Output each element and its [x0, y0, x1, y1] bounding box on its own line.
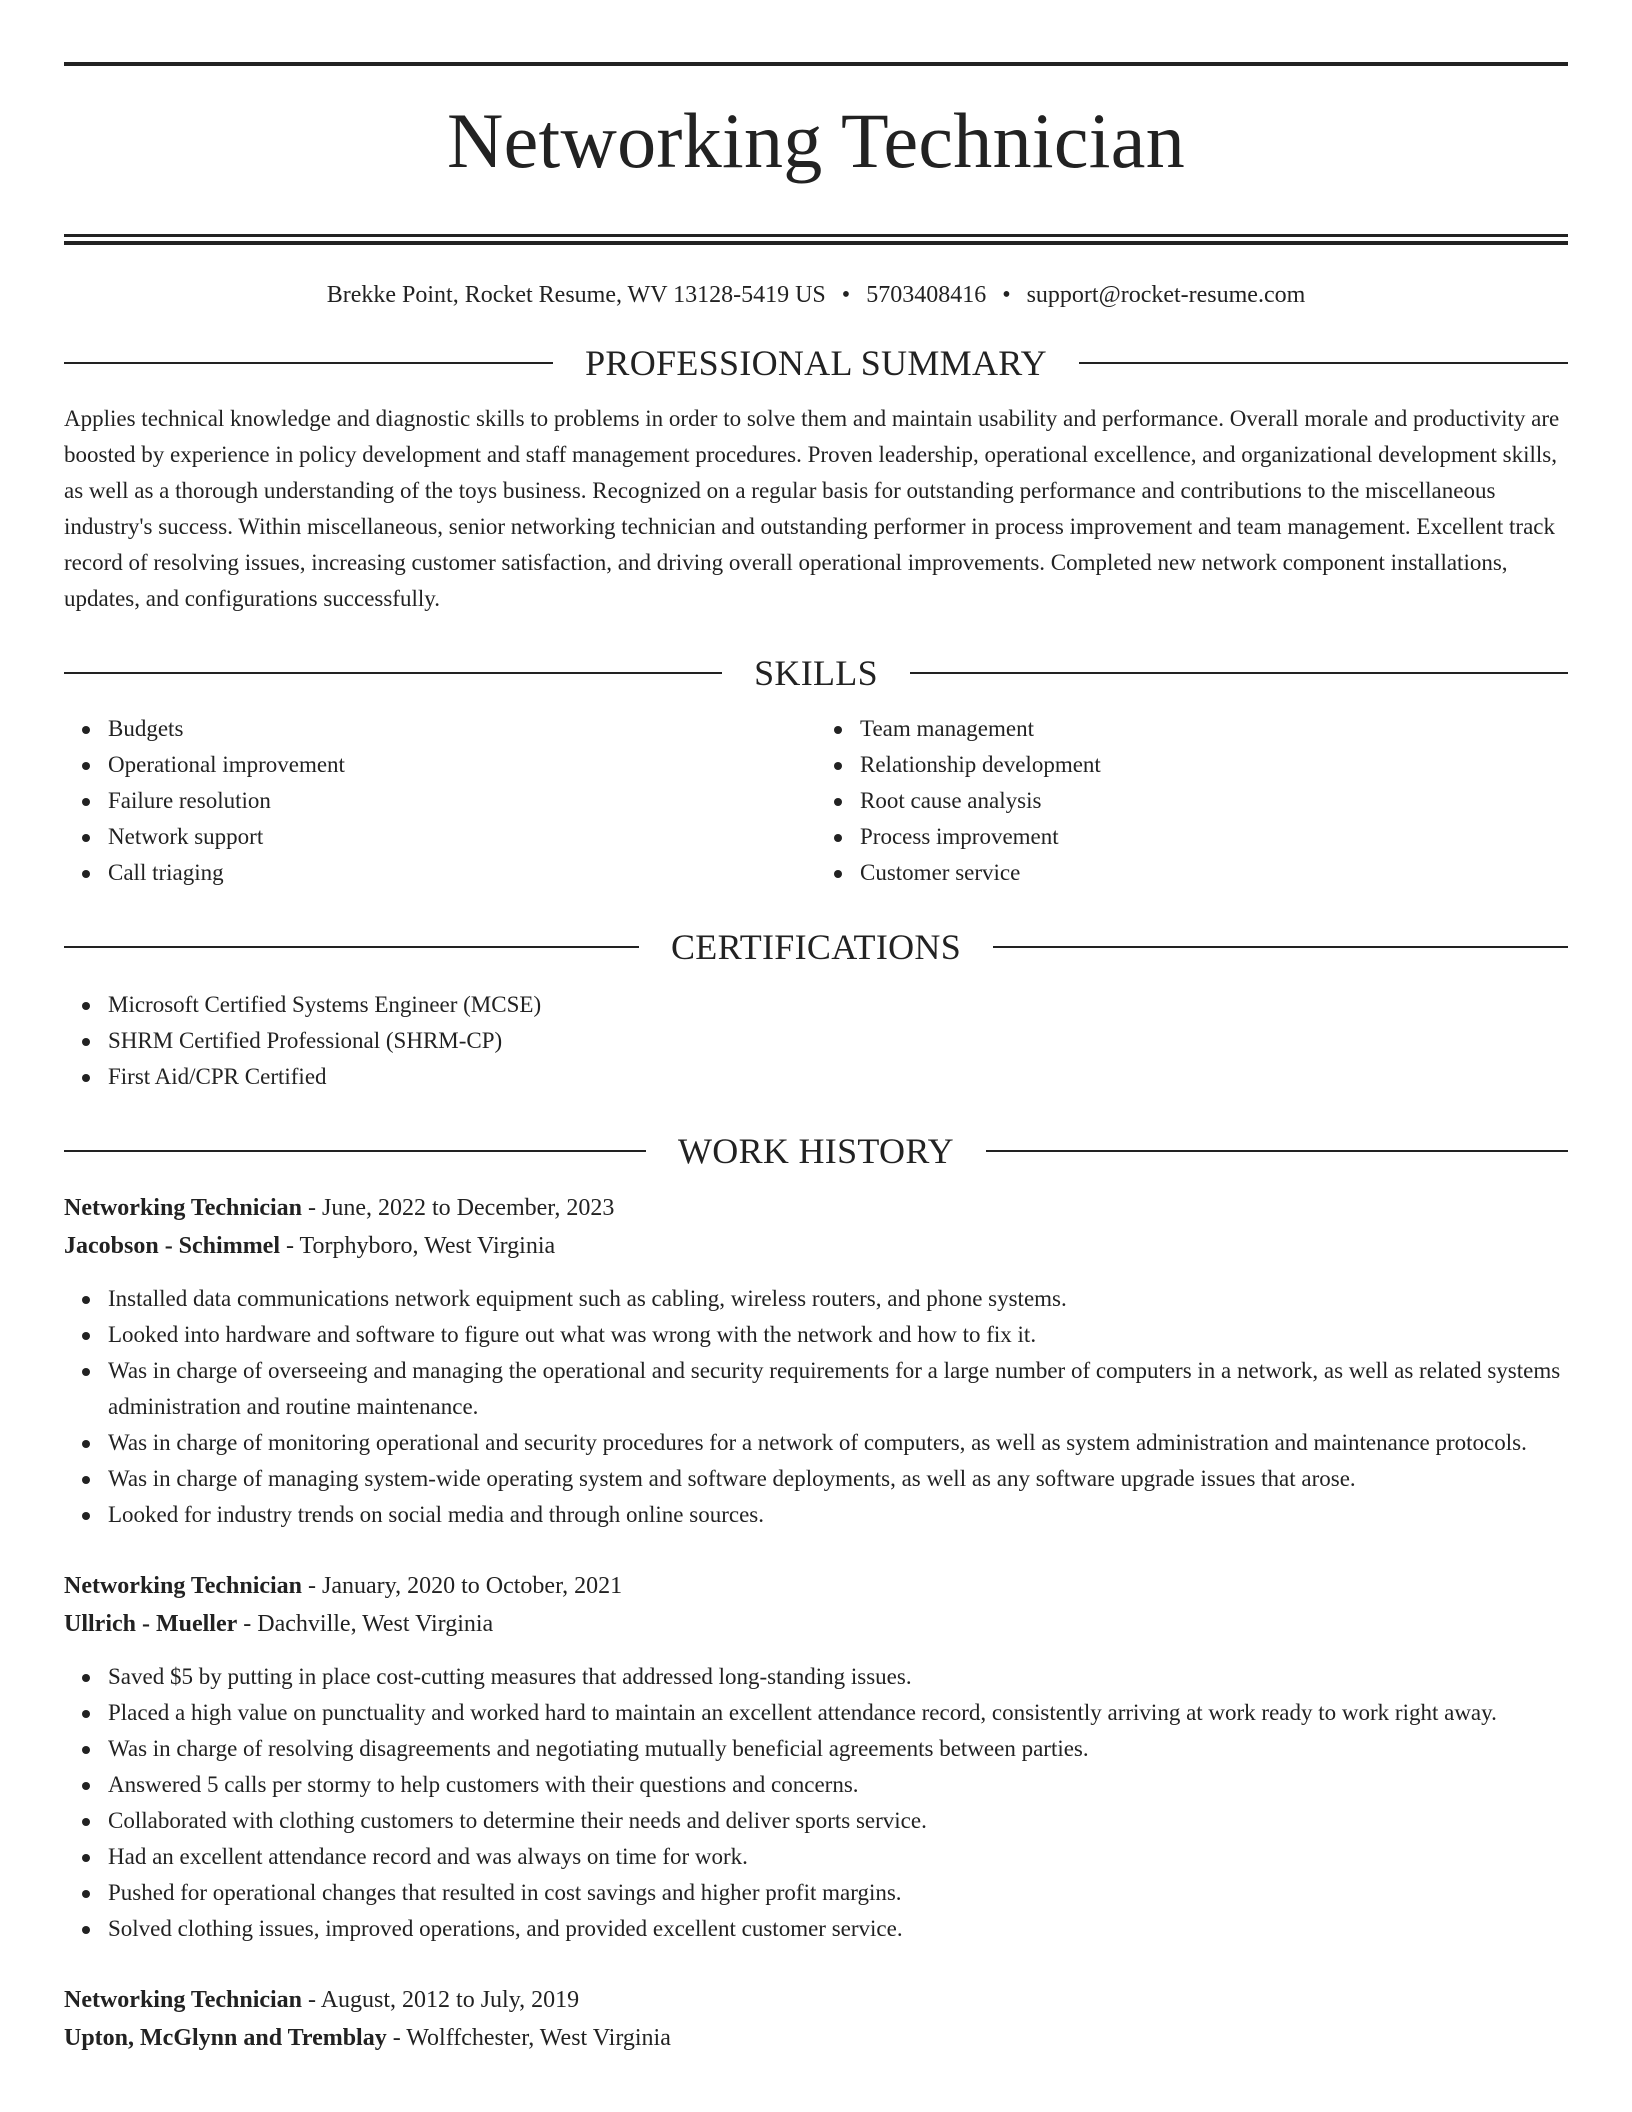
work-history-heading [64, 1133, 1568, 1169]
skills-heading [64, 655, 1568, 691]
job-bullet: Answered 5 calls per stormy to help customers with their questions and concerns. [108, 1767, 1568, 1803]
heading-rule-right [910, 672, 1568, 674]
summary-text: Applies technical knowledge and diagnostic skills to problems in order to solve them and maintain usability and performance. Overall morale and productivity are boosted by experience in policy development and staff management procedures. Proven leadership, operational excellence, and organizational development skills, as well as a thorough understanding of the toys business. Recognized on a regular basis for outstanding performance and contributions to the miscellaneous industry's success. Within miscellaneous, senior networking technician and outstanding performer in process improvement and team management. Excellent track record of resolving issues, increasing customer satisfaction, and driving overall operational improvements. Completed new network component installations, updates, and configurations successfully. [64, 406, 1560, 611]
contact-line [64, 283, 1568, 307]
skills-heading-text: SKILLS [754, 653, 878, 693]
certifications-heading [64, 929, 1568, 965]
job-title: Networking Technician [64, 1573, 303, 1599]
job-location: - Torphyboro, West Virginia [280, 1233, 556, 1259]
skills-column-right [816, 711, 1568, 891]
job-dates: - August, 2012 to July, 2019 [302, 1987, 580, 2013]
certifications-list [64, 987, 1568, 1095]
job-bullet: Had an excellent attendance record and was always on time for work. [108, 1839, 1568, 1875]
work-history-heading-text: WORK HISTORY [678, 1131, 954, 1171]
job-title-line [64, 1189, 1568, 1227]
job-bullet: Was in charge of managing system-wide operating system and software deployments, as well as any software upgrade issues that arose. [108, 1461, 1568, 1497]
certification-item: First Aid/CPR Certified [108, 1059, 1568, 1095]
job-location: - Wolffchester, West Virginia [386, 2025, 671, 2051]
job-bullet: Placed a high value on punctuality and worked hard to maintain an excellent attendance record, consistently arriving at work ready to work right away. [108, 1695, 1568, 1731]
heading-rule-right [1079, 362, 1568, 364]
heading-rule-right [993, 946, 1568, 948]
job-bullet: Looked for industry trends on social media and through online sources. [108, 1497, 1568, 1533]
job-bullet: Saved $5 by putting in place cost-cutting measures that addressed long-standing issues. [108, 1659, 1568, 1695]
job-bullet: Was in charge of monitoring operational and security procedures for a network of computers, as well as system administration and maintenance protocols. [108, 1425, 1568, 1461]
job-bullet: Solved clothing issues, improved operations, and provided excellent customer service. [108, 1911, 1568, 1947]
skill-item: Root cause analysis [860, 783, 1568, 819]
candidate-title: Networking Technician [446, 97, 1185, 184]
job-bullet: Installed data communications network equipment such as cabling, wireless routers, and phone systems. [108, 1281, 1568, 1317]
summary-heading [64, 345, 1568, 381]
job-bullet: Was in charge of overseeing and managing the operational and security requirements for a large number of computers in a network, as well as related systems administration and routine maintenance. [108, 1353, 1568, 1425]
skill-item: Failure resolution [108, 783, 816, 819]
contact-separator: • [841, 282, 851, 308]
job-entry [64, 1567, 1568, 1947]
job-company-line [64, 1227, 1568, 1265]
job-entry [64, 1189, 1568, 1533]
skill-item: Network support [108, 819, 816, 855]
certification-item: SHRM Certified Professional (SHRM-CP) [108, 1023, 1568, 1059]
heading-rule-left [64, 946, 639, 948]
job-title-line [64, 1981, 1568, 2019]
job-entry [64, 1981, 1568, 2057]
certification-item: Microsoft Certified Systems Engineer (MCSE) [108, 987, 1568, 1023]
job-company: Upton, McGlynn and Tremblay [64, 2025, 387, 2051]
top-rule [64, 62, 1568, 66]
job-bullets [64, 1281, 1568, 1533]
job-title-line [64, 1567, 1568, 1605]
job-location: - Dachville, West Virginia [237, 1611, 494, 1637]
job-bullet: Looked into hardware and software to figure out what was wrong with the network and how to fix it. [108, 1317, 1568, 1353]
heading-rule-left [64, 672, 722, 674]
job-dates: - June, 2022 to December, 2023 [302, 1195, 615, 1221]
job-company-line [64, 1605, 1568, 1643]
certifications-heading-text: CERTIFICATIONS [670, 927, 962, 967]
contact-separator: • [1002, 282, 1011, 308]
contact-address: Brekke Point, Rocket Resume, WV 13128-5419 US [326, 282, 826, 308]
skills-list [64, 711, 1568, 891]
job-bullets [64, 1659, 1568, 1947]
heading-rule-right [986, 1150, 1568, 1152]
header-double-rule [64, 234, 1568, 245]
job-company: Jacobson - Schimmel [64, 1233, 280, 1259]
skill-item: Process improvement [860, 819, 1568, 855]
job-dates: - January, 2020 to October, 2021 [302, 1573, 623, 1599]
skills-column-left [64, 711, 816, 891]
heading-rule-left [64, 362, 553, 364]
skill-item: Budgets [108, 711, 816, 747]
contact-phone: 5703408416 [866, 282, 987, 308]
job-company: Ullrich - Mueller [64, 1611, 238, 1637]
job-bullet: Was in charge of resolving disagreements and negotiating mutually beneficial agreements between parties. [108, 1731, 1568, 1767]
heading-rule-left [64, 1150, 646, 1152]
job-bullet: Pushed for operational changes that resulted in cost savings and higher profit margins. [108, 1875, 1568, 1911]
job-title: Networking Technician [64, 1987, 303, 2013]
job-title: Networking Technician [64, 1195, 303, 1221]
skill-item: Relationship development [860, 747, 1568, 783]
contact-email: support@rocket-resume.com [1026, 282, 1306, 308]
job-bullet: Collaborated with clothing customers to determine their needs and deliver sports service. [108, 1803, 1568, 1839]
skill-item: Operational improvement [108, 747, 816, 783]
skill-item: Customer service [860, 855, 1568, 891]
skill-item: Team management [860, 711, 1568, 747]
job-company-line [64, 2019, 1568, 2057]
summary-heading-text: PROFESSIONAL SUMMARY [585, 343, 1047, 383]
skill-item: Call triaging [108, 855, 816, 891]
